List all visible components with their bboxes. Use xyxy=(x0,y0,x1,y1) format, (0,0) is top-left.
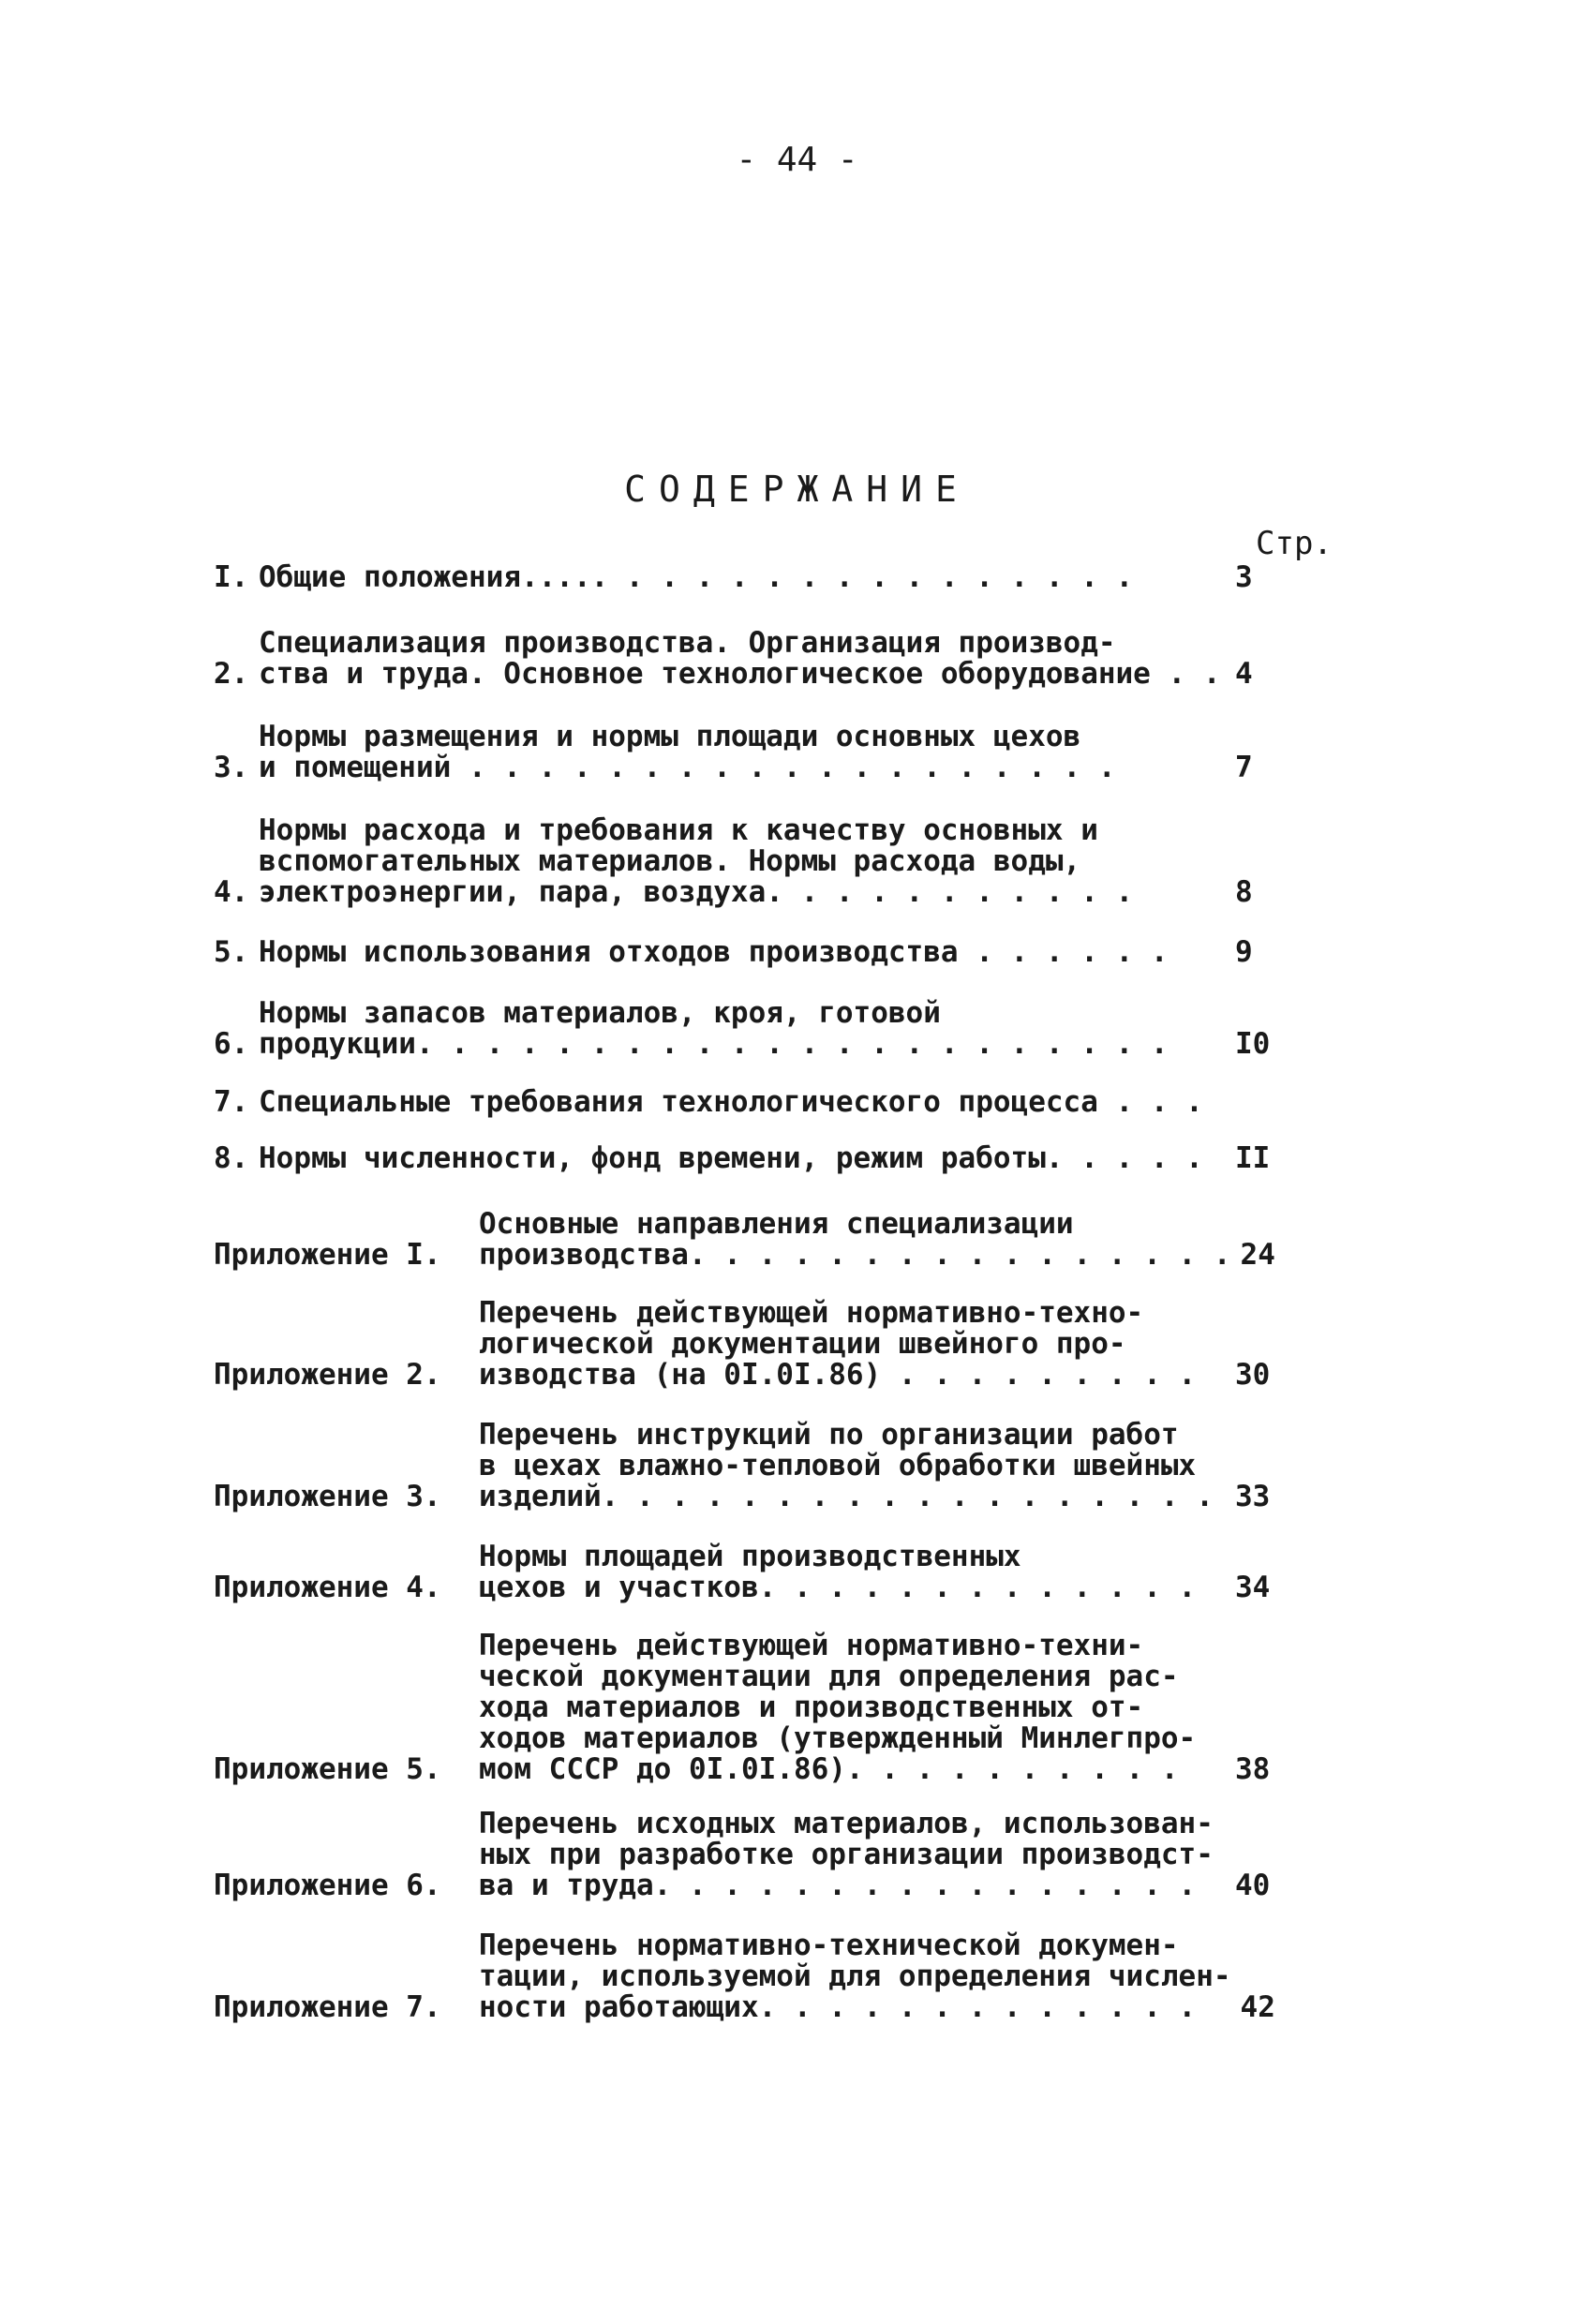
toc-appendix-label: Приложение 2. xyxy=(214,1358,441,1392)
toc-entry-number: 7. xyxy=(214,1085,249,1119)
toc-entry-text: Нормы размещения и нормы площади основных цехов и помещений . . . . . . . . . . . . . . . . . . . xyxy=(259,720,1116,784)
toc-entry-text: Специализация производства. Организация производ- ства и труда. Основное технологическое оборудование . . xyxy=(259,626,1221,691)
toc-entry-page: 38 xyxy=(1235,1752,1271,1786)
toc-entry-text: Специальные требования технологического процесса . . . xyxy=(259,1085,1203,1119)
toc-entry xyxy=(214,1143,1301,1174)
toc-entry xyxy=(214,722,1301,783)
toc-entry-text: Перечень инструкций по организации работ в цехах влажно-тепловой обработки швейных изделий. . . . . . . . . . . . . . . . . . xyxy=(479,1418,1214,1513)
toc-appendix-entry xyxy=(214,1420,1301,1512)
toc-entry xyxy=(214,1087,1301,1118)
toc-entry xyxy=(214,628,1301,690)
toc-entry-page: 9 xyxy=(1235,935,1253,969)
toc-entry-text: Перечень действующей нормативно-техни- ческой документации для определения рас- хода материалов и производственных от- ходов материалов (утвержденный Минлегпро- мом СССР до 0I.0I.86). . . . . . . . . . xyxy=(479,1629,1197,1786)
toc-entry-page: II xyxy=(1235,1141,1271,1175)
toc-entry-text: Нормы площадей производственных цехов и участков. . . . . . . . . . . . . xyxy=(479,1540,1197,1604)
page-column-header: Стр. xyxy=(1256,525,1333,562)
toc-appendix-label: Приложение 5. xyxy=(214,1752,441,1786)
toc-entry-number: 4. xyxy=(214,875,249,909)
toc-entry xyxy=(214,815,1301,908)
toc-appendix-entry xyxy=(214,1930,1301,2023)
toc-appendix-entry xyxy=(214,1209,1301,1271)
toc-entry-text: Общие положения..... . . . . . . . . . . . . . . . xyxy=(259,560,1134,594)
page-title: СОДЕРЖАНИЕ xyxy=(624,469,970,510)
toc-entry-page: 8 xyxy=(1235,875,1253,909)
toc-appendix-label: Приложение 7. xyxy=(214,1990,441,2024)
toc-entry-text: Основные направления специализации производства. . . . . . . . . . . . . . . . xyxy=(479,1207,1231,1272)
toc-entry-text: Перечень действующей нормативно-техно- логической документации швейного про- изводства (на 0I.0I.86) . . . . . . . . . xyxy=(479,1296,1197,1392)
toc-entry-page: 42 xyxy=(1240,1990,1275,2024)
toc-entry-text: Перечень исходных материалов, использован- ных при разработке организации производст- ва и труда. . . . . . . . . . . . . . . . xyxy=(479,1807,1214,1902)
toc-appendix-entry xyxy=(214,1298,1301,1391)
toc-entry-page: 34 xyxy=(1235,1571,1271,1604)
toc-entry-number: 3. xyxy=(214,751,249,784)
toc-entry-number: I. xyxy=(214,560,249,594)
toc-entry-page: I0 xyxy=(1235,1027,1271,1061)
toc-entry-number: 2. xyxy=(214,657,249,691)
toc-appendix-label: Приложение 6. xyxy=(214,1869,441,1902)
toc-entry-number: 8. xyxy=(214,1141,249,1175)
toc-appendix-entry xyxy=(214,1631,1301,1785)
page-number: - 44 - xyxy=(736,141,858,179)
toc-entry-number: 6. xyxy=(214,1027,249,1061)
toc-entry-number: 5. xyxy=(214,935,249,969)
toc-appendix-label: Приложение 3. xyxy=(214,1480,441,1513)
toc-appendix-label: Приложение I. xyxy=(214,1238,441,1272)
toc-entry xyxy=(214,562,1301,593)
toc-entry-page: 4 xyxy=(1235,657,1253,691)
toc-appendix-label: Приложение 4. xyxy=(214,1571,441,1604)
toc-entry-page: 40 xyxy=(1235,1869,1271,1902)
toc-entry xyxy=(214,998,1301,1060)
toc-entry-text: Нормы запасов материалов, кроя, готовой продукции. . . . . . . . . . . . . . . . . . . . . . xyxy=(259,996,1169,1061)
toc-entry-text: Нормы численности, фонд времени, режим работы. . . . . xyxy=(259,1141,1203,1175)
toc-entry-page: 33 xyxy=(1235,1480,1271,1513)
toc-entry-text: Перечень нормативно-технической докумен- тации, используемой для определения числен- ности работающих. . . . . . . . . . . . . xyxy=(479,1929,1231,2024)
toc-entry-page: 7 xyxy=(1235,751,1253,784)
toc-entry-page: 3 xyxy=(1235,560,1253,594)
toc-entry-text: Нормы использования отходов производства . . . . . . xyxy=(259,935,1169,969)
toc-appendix-entry xyxy=(214,1809,1301,1901)
toc-entry-text: Нормы расхода и требования к качеству основных и вспомогательных материалов. Нормы расхода воды, электроэнергии, пара, воздуха. . . . . . . . . . . xyxy=(259,813,1134,909)
toc-appendix-entry xyxy=(214,1542,1301,1603)
toc-entry xyxy=(214,937,1301,968)
toc-entry-page: 24 xyxy=(1240,1238,1275,1272)
toc-entry-page: 30 xyxy=(1235,1358,1271,1392)
